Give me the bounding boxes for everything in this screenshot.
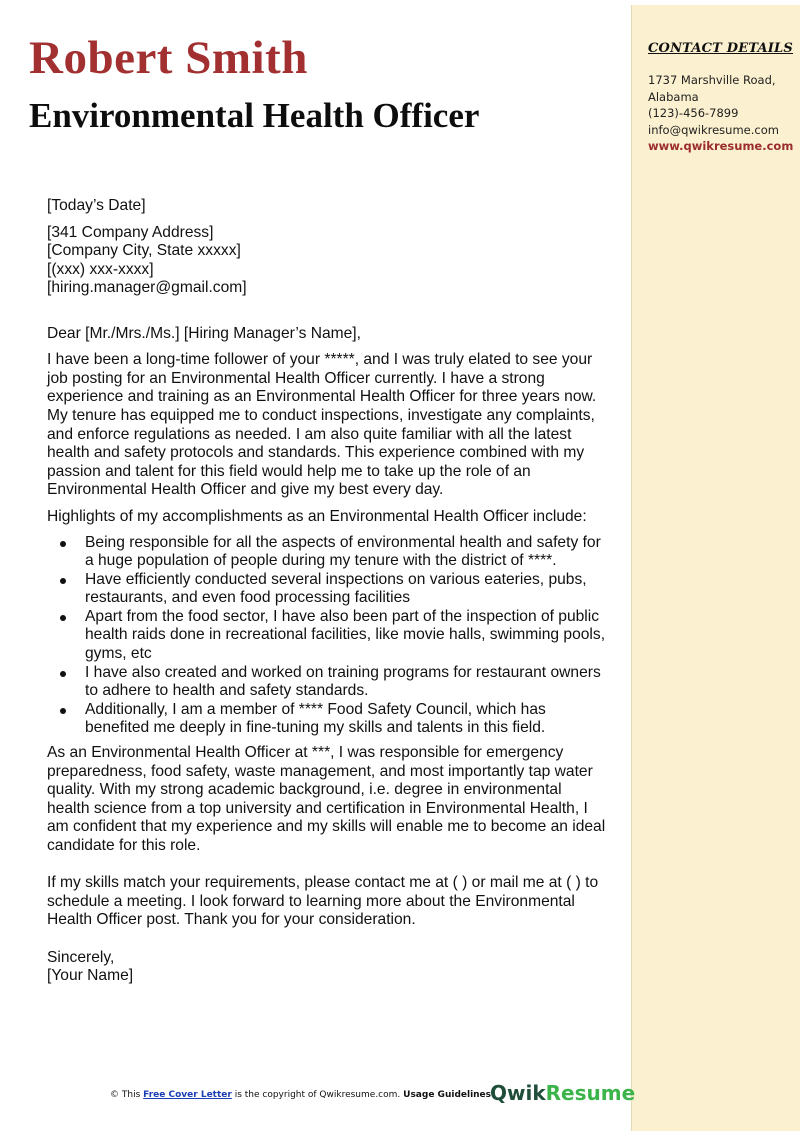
contact-address-line1: 1737 Marshville Road, xyxy=(648,73,776,87)
intro-paragraph: I have been a long-time follower of your *****, and I was truly elated to see your job posting for an Environmental Health Officer currently. I have a strong experience and training as an Environmental Health Officer for three years now. My tenure has equipped me to conduct inspections, investigate any complaints, and enforce regulations as needed. I am also quite familiar with all the latest health and safety protocols and standards. This experience combined with my passion and talent for this field would help me to take up the role of an Environmental Health Officer and give my best every day. xyxy=(47,351,597,499)
bullet-icon xyxy=(60,541,66,547)
footer-text-this: This xyxy=(121,1090,141,1100)
list-item xyxy=(47,608,607,664)
applicant-name: Robert Smith xyxy=(29,32,308,84)
company-city: [Company City, State xxxxx] xyxy=(47,242,241,260)
salutation: Dear [Mr./Mrs./Ms.] [Hiring Manager’s Name], xyxy=(47,324,361,342)
qwikresume-logo[interactable] xyxy=(490,1081,635,1105)
contact-details xyxy=(648,72,798,155)
logo-part-resume: Resume xyxy=(545,1081,636,1105)
copyright-footer xyxy=(110,1090,491,1100)
company-address: [341 Company Address] xyxy=(47,223,214,241)
bullet-icon xyxy=(60,708,66,714)
highlight-text: Additionally, I am a member of **** Food Safety Council, which has benefited me deeply in fine-tuning my skills and talents in this field. xyxy=(85,700,546,737)
highlight-text: Apart from the food sector, I have also been part of the inspection of public health raids done in recreational facilities, like movie halls, swimming pools, gyms, etc xyxy=(85,607,606,663)
copyright-icon: © xyxy=(110,1090,119,1100)
bullet-icon xyxy=(60,615,66,621)
recipient-address-block xyxy=(47,224,607,298)
list-item xyxy=(47,571,607,608)
list-item xyxy=(47,701,607,738)
highlights-intro: Highlights of my accomplishments as an Environmental Health Officer include: xyxy=(47,507,587,525)
contact-sidebar xyxy=(631,5,800,1131)
footer-copyright-text: is the copyright of Qwikresume.com. xyxy=(234,1090,401,1100)
contact-phone: (123)-456-7899 xyxy=(648,106,739,120)
usage-guidelines-link[interactable]: Usage Guidelines xyxy=(403,1090,492,1100)
sign-off: Sincerely, xyxy=(47,948,115,966)
signature-name: [Your Name] xyxy=(47,967,134,985)
cover-letter-body xyxy=(47,197,607,986)
letter-date: [Today’s Date] xyxy=(47,197,146,214)
contact-details-heading: CONTACT DETAILS xyxy=(648,41,793,56)
contact-website-link[interactable]: www.qwikresume.com xyxy=(648,139,794,153)
bullet-icon xyxy=(60,578,66,584)
bullet-icon xyxy=(60,671,66,677)
free-cover-letter-link[interactable]: Free Cover Letter xyxy=(143,1090,232,1100)
highlights-list xyxy=(47,534,607,739)
contact-email: info@qwikresume.com xyxy=(648,122,779,137)
contact-address-line2: Alabama xyxy=(648,89,699,104)
highlight-text: Being responsible for all the aspects of environmental health and safety for a huge population of people during my tenure with the district of ****. xyxy=(85,533,601,570)
logo-part-qwik: Qwik xyxy=(490,1081,546,1105)
list-item xyxy=(47,664,607,701)
closing-paragraph: If my skills match your requirements, please contact me at ( ) or mail me at ( ) to schedule a meeting. I look forward to learning more about the Environmental Health Officer post. Thank you for your consideration. xyxy=(47,874,599,929)
highlight-text: I have also created and worked on training programs for restaurant owners to adhere to health and safety standards. xyxy=(85,663,601,700)
company-phone: [(xxx) xxx-xxxx] xyxy=(47,260,154,278)
job-title: Environmental Health Officer xyxy=(29,96,480,135)
experience-paragraph: As an Environmental Health Officer at ***, I was responsible for emergency preparedness, food safety, waste management, and most importantly tap water quality. With my strong academic background, i.e. degree in environmental health science from a top university and certification in Environmental Health, I am confident that my experience and my skills will enable me to become an ideal candidate for this role. xyxy=(47,744,606,854)
list-item xyxy=(47,534,607,571)
highlight-text: Have efficiently conducted several inspections on various eateries, pubs, restaurants, and even food processing facilities xyxy=(85,570,587,607)
company-email: [hiring.manager@gmail.com] xyxy=(47,279,247,297)
